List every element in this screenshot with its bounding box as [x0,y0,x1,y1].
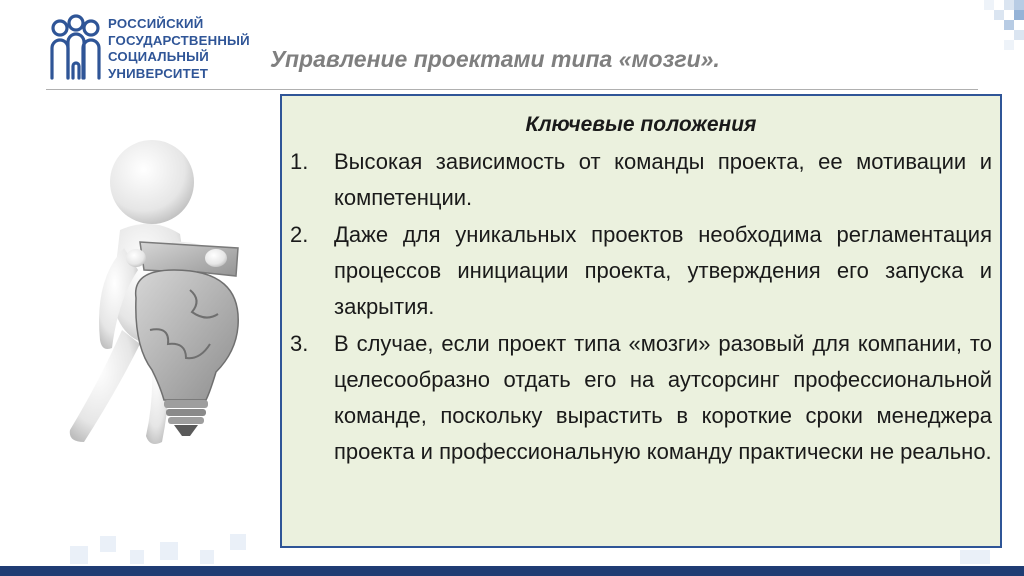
list-item [290,144,992,216]
list-item-number: 1. [290,149,309,174]
logo-line-3: СОЦИАЛЬНЫЙ [108,49,209,64]
logo-wordmark [108,16,250,82]
key-points-box [280,94,1002,548]
logo-line-1: РОССИЙСКИЙ [108,16,204,31]
logo-line-4: УНИВЕРСИТЕТ [108,65,209,81]
list-item-text: В случае, если проект типа «мозги» разовый для компании, то целесообразно отдать его на аутсорсинг профессиональной команде, поскольку вырастить в короткие сроки менеджера проекта и профессиональную команду практически не реально. [334,331,992,464]
page-title: Управление проектами типа «мозги». [270,46,720,72]
key-points-heading: Ключевые положения [525,113,757,136]
list-item-text: Высокая зависимость от команды проекта, ее мотивации и компетенции. [334,149,992,210]
logo-line-2: ГОСУДАРСТВЕННЫЙ [108,32,250,48]
list-item [290,326,992,470]
university-logo [48,14,258,84]
figure-with-lightbulb-puzzle-icon [40,130,280,460]
list-item-number: 2. [290,222,309,247]
key-points-list [290,144,992,470]
family-people-logo-icon [48,14,104,82]
list-item [290,217,992,325]
list-item-text: Даже для уникальных проектов необходима регламентация процессов инициации проекта, утверждения его запуска и закрытия. [334,222,992,319]
list-item-number: 3. [290,331,309,356]
title-divider [46,89,978,90]
corner-squares-decoration [960,0,1024,64]
bottom-band [0,566,1024,576]
